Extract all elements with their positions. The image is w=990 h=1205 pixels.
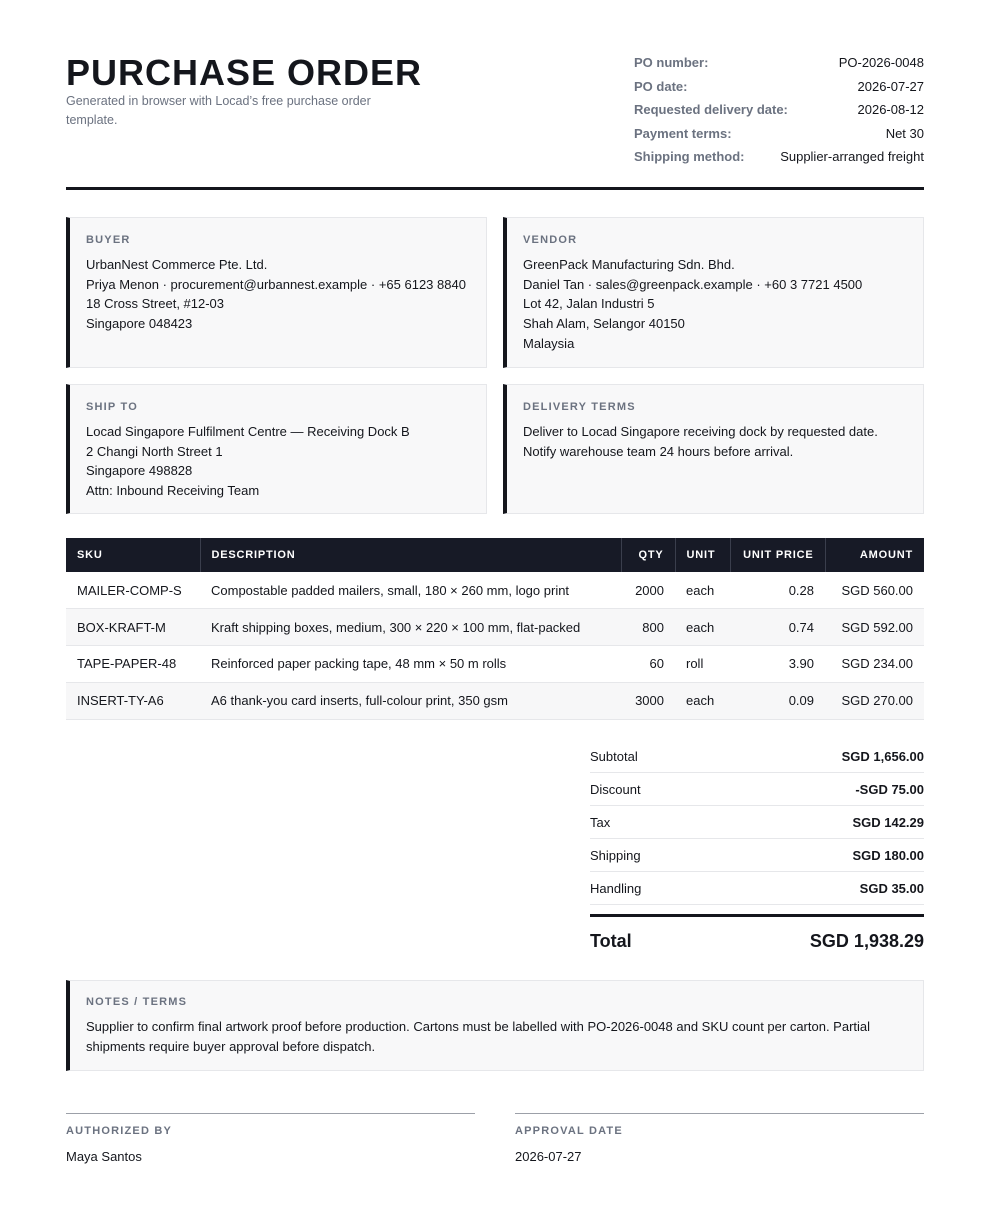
buyer-company: UrbanNest Commerce Pte. Ltd. [86,257,268,272]
cell-unit-price: 3.90 [730,646,825,683]
tax-value: SGD 142.29 [852,814,924,830]
cell-qty: 2000 [621,572,675,609]
table-header-row [66,538,924,572]
approval-date-block [515,1113,924,1164]
cell-unit-price: 0.09 [730,682,825,719]
col-header-description: DESCRIPTION [200,538,621,572]
approval-date-label: APPROVAL DATE [515,1125,623,1137]
cell-description: Kraft shipping boxes, medium, 300 × 220 × 100 mm, flat-packed [200,609,621,646]
delivery-terms-line: Deliver to Locad Singapore receiving dock by requested date. [523,424,878,439]
cell-sku: BOX-KRAFT-M [66,609,200,646]
delivery-terms-card [503,384,924,514]
cell-amount: SGD 234.00 [825,646,924,683]
grand-total-value: SGD 1,938.29 [809,930,924,951]
approval-date-value: 2026-07-27 [515,1149,582,1164]
discount-label: Discount [590,781,641,797]
po-meta [634,55,924,173]
notes-label: NOTES / TERMS [86,996,188,1008]
delivery-terms-label: DELIVERY TERMS [523,401,636,413]
vendor-card [503,217,924,368]
cell-qty: 3000 [621,682,675,719]
cell-unit: each [675,572,730,609]
col-header-qty: QTY [621,538,675,572]
col-header-unit-price: UNIT PRICE [730,538,825,572]
cell-unit: roll [675,646,730,683]
cell-description: A6 thank-you card inserts, full-colour print, 350 gsm [200,682,621,719]
authorized-by-label: AUTHORIZED BY [66,1125,173,1137]
cell-sku: MAILER-COMP-S [66,572,200,609]
cell-description: Compostable padded mailers, small, 180 × 260 mm, logo print [200,572,621,609]
delivery-terms-line: Notify warehouse team 24 hours before arrival. [523,443,794,459]
shipping-label: Shipping [590,847,641,863]
handling-value: SGD 35.00 [859,880,924,896]
cell-amount: SGD 270.00 [825,682,924,719]
shipping-method-row [634,149,924,173]
cell-amount: SGD 560.00 [825,572,924,609]
po-number-row [634,55,924,79]
table-row [66,682,924,719]
col-header-amount: AMOUNT [825,538,924,572]
po-number-label: PO number: [634,55,709,70]
payment-terms-value: Net 30 [885,125,924,141]
ship-to-city: Singapore 498828 [86,463,193,479]
vendor-contact: Daniel Tan · sales@greenpack.example · +60 3 7721 4500 [523,276,863,292]
vendor-address-line: Lot 42, Jalan Industri 5 [523,296,655,312]
ship-to-street: 2 Changi North Street 1 [86,443,223,459]
subtotal-label: Subtotal [590,748,638,764]
cell-qty: 60 [621,646,675,683]
cell-unit: each [675,682,730,719]
buyer-contact: Priya Menon · procurement@urbannest.example · +65 6123 8840 [86,276,466,292]
cell-qty: 800 [621,609,675,646]
ship-to-name: Locad Singapore Fulfilment Centre — Receiving Dock B [86,424,410,439]
payment-terms-label: Payment terms: [634,125,732,141]
buyer-address-line: 18 Cross Street, #12-03 [86,296,225,312]
shipping-method-value: Supplier-arranged freight [780,149,924,164]
cell-unit-price: 0.28 [730,572,825,609]
payment-terms-row [634,126,924,150]
shipping-value: SGD 180.00 [852,847,924,863]
totals-summary [590,740,924,965]
table-row [66,646,924,683]
cell-description: Reinforced paper packing tape, 48 mm × 50 m rolls [200,646,621,683]
cell-amount: SGD 592.00 [825,609,924,646]
shipping-row [590,839,924,872]
ship-to-label: SHIP TO [86,401,139,413]
shipping-method-label: Shipping method: [634,149,745,164]
vendor-label: VENDOR [523,234,578,246]
table-row [66,609,924,646]
vendor-company: GreenPack Manufacturing Sdn. Bhd. [523,257,735,272]
buyer-label: BUYER [86,234,131,246]
page-subtitle: Generated in browser with Locad’s free purchase order template. [66,94,371,127]
vendor-country: Malaysia [523,335,575,351]
po-date-row [634,79,924,103]
grand-total-label: Total [590,930,632,951]
po-header [66,0,924,190]
cell-unit-price: 0.74 [730,609,825,646]
table-row [66,572,924,609]
buyer-city-line: Singapore 048423 [86,316,193,332]
po-date-value: 2026-07-27 [857,78,924,94]
handling-row [590,872,924,905]
tax-label: Tax [590,814,611,830]
delivery-date-label: Requested delivery date: [634,102,788,117]
po-number-value: PO-2026-0048 [838,55,924,70]
col-header-unit: UNIT [675,538,730,572]
ship-to-attn: Attn: Inbound Receiving Team [86,483,260,499]
delivery-date-value: 2026-08-12 [857,102,924,117]
authorized-by-block [66,1113,475,1164]
discount-row [590,773,924,806]
handling-label: Handling [590,880,642,896]
subtotal-row [590,740,924,773]
notes-card [66,980,924,1071]
buyer-card [66,217,487,368]
notes-text: Supplier to confirm final artwork proof before production. Cartons must be labelled with PO-2026-0048 and SKU count per carton. Partial shipments require buyer approval before dispatch. [86,1019,871,1054]
grand-total-row [590,914,924,965]
tax-row [590,806,924,839]
cell-sku: INSERT-TY-A6 [66,682,200,719]
delivery-date-row [634,102,924,126]
discount-value: -SGD 75.00 [855,781,924,797]
vendor-city-line: Shah Alam, Selangor 40150 [523,316,685,332]
line-items-table [66,538,924,720]
authorized-by-value: Maya Santos [66,1149,142,1164]
cell-unit: each [675,609,730,646]
po-date-label: PO date: [634,78,688,94]
subtotal-value: SGD 1,656.00 [841,748,924,764]
page-title: PURCHASE ORDER [66,52,423,93]
ship-to-card [66,384,487,514]
col-header-sku: SKU [66,538,200,572]
cell-sku: TAPE-PAPER-48 [66,646,200,683]
